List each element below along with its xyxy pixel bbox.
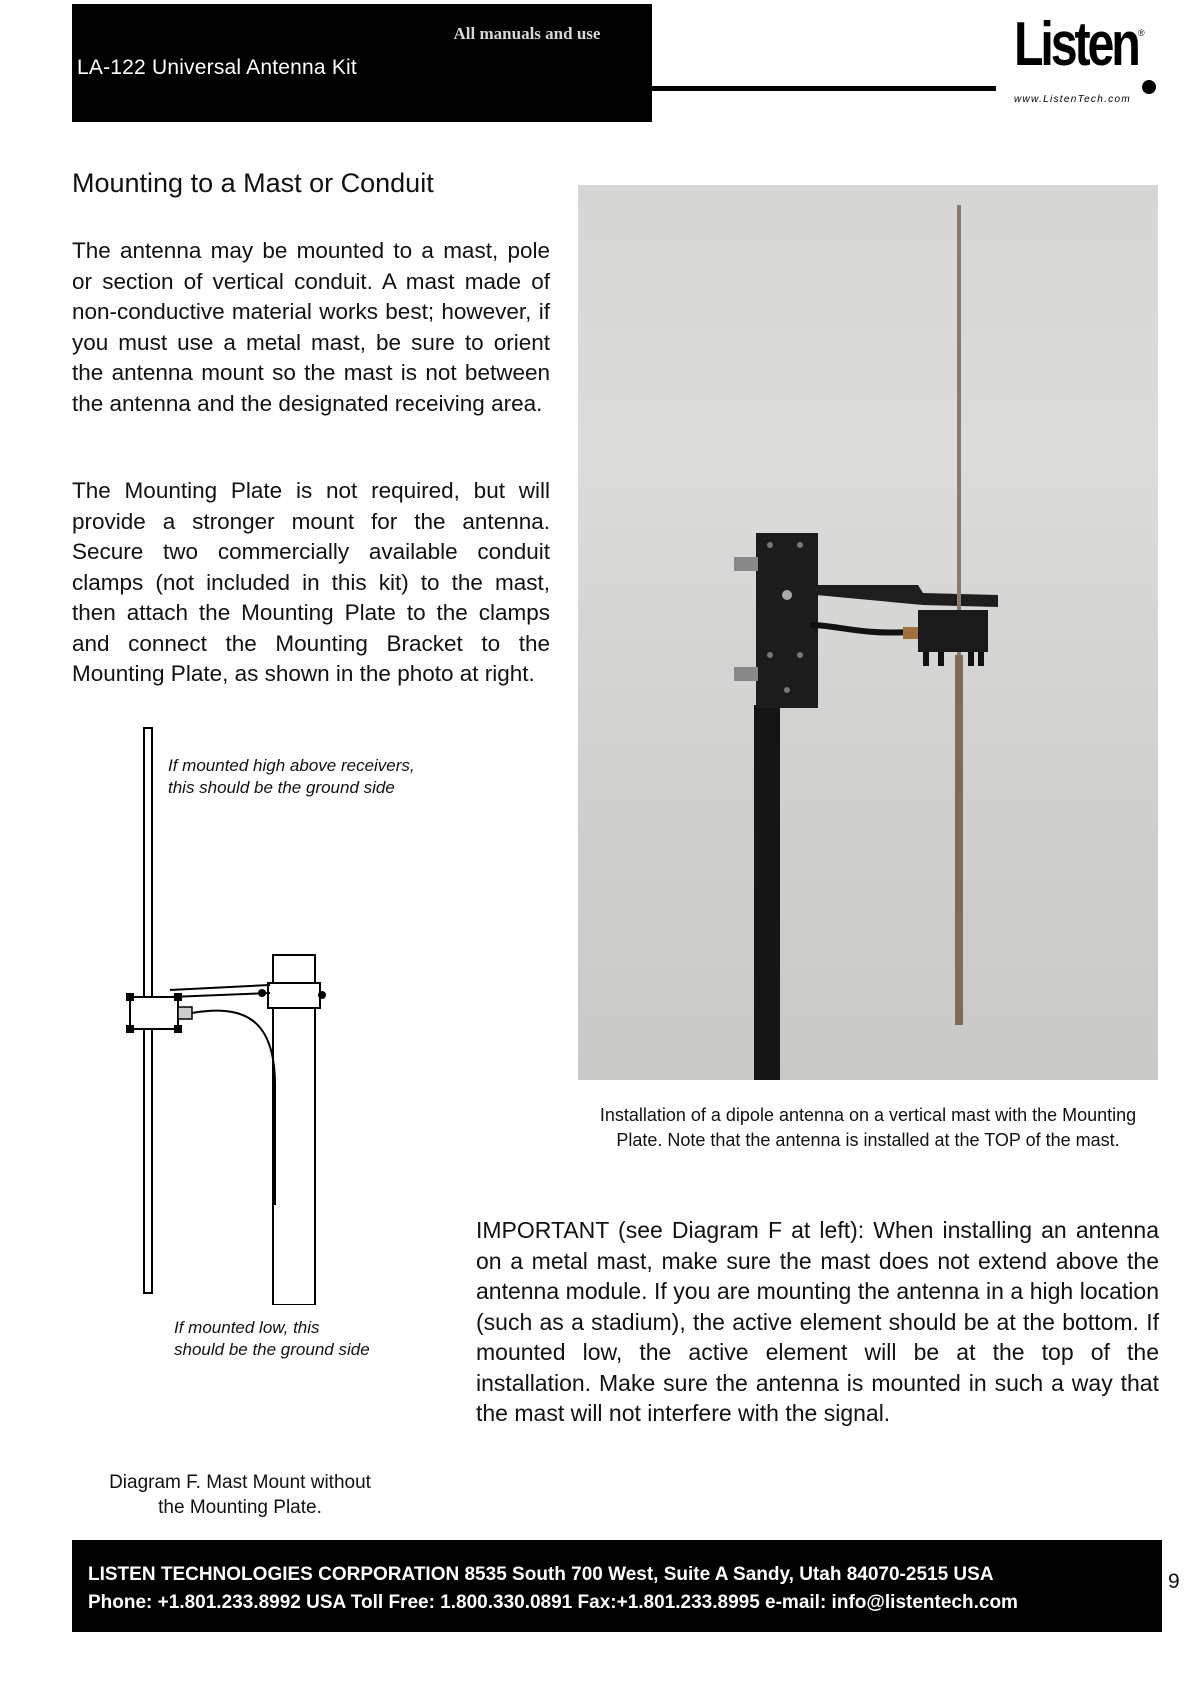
diagram-clamp [268, 983, 320, 1008]
body-paragraph-mast: The antenna may be mounted to a mast, pole or section of vertical conduit. A mast made of non-conductive material works best; however, if you must use a metal mast, be sure to orient the antenna mount so the mast is not between the antenna and the designated receiving area. [72, 238, 550, 416]
section-heading: Mounting to a Mast or Conduit [72, 168, 434, 198]
page-number: 9 [1168, 1570, 1180, 1593]
document-title: LA-122 Universal Antenna Kit [77, 56, 357, 79]
clamp-bolt [734, 667, 758, 681]
diagram-caption-line1: Diagram F. Mast Mount without [109, 1472, 371, 1493]
photo-caption: Installation of a dipole antenna on a vertical mast with the Mounting Plate. Note that the antenna is installed at the TOP of the mast. [599, 1105, 1137, 1150]
header-watermark: All manuals and use [453, 24, 601, 43]
footer-contact: Phone: +1.801.233.8992 USA Toll Free: 1.800.330.0891 Fax:+1.801.233.8995 e-mail: info@listentech.com [88, 1592, 1018, 1613]
listen-logo [1010, 10, 1160, 110]
logo-url: www.ListenTech.com [1014, 94, 1131, 105]
diagram-caption-line2: the Mounting Plate. [158, 1497, 322, 1518]
mounting-plate [756, 533, 818, 708]
logo-dot-icon [1142, 80, 1156, 94]
antenna-cable [810, 625, 913, 633]
registered-mark: ® [1138, 28, 1145, 38]
clamp-bolt [734, 557, 758, 571]
diagram-f-mast-mount [110, 725, 430, 1305]
important-note: IMPORTANT (see Diagram F at left): When installing an antenna on a metal mast, make sure the mast does not extend above the antenna module. If you are mounting the antenna in a high location (such as a stadium), the active element should be at the bottom. If mounted low, the active element will be at the top of the installation. Make sure the antenna is mounted in such a way that the mast will not interfere with the signal. [476, 1217, 1159, 1426]
logo-wordmark: Listen [1014, 10, 1138, 79]
body-paragraph-mounting-plate: The Mounting Plate is not required, but will provide a stronger mount for the antenna. Secure two commercially available conduit clamps (not included in this kit) to the mast, then attach the Mounting Plate to the clamps and connect the Mounting Bracket to the Mounting Plate, as shown in the photo at right. [72, 478, 550, 686]
antenna-photo [578, 185, 1158, 1080]
diagram-cable [192, 1011, 275, 1205]
diagram-caption [80, 1470, 400, 1520]
antenna-photo-illustration [578, 185, 1158, 1080]
footer-address: LISTEN TECHNOLOGIES CORPORATION 8535 South 700 West, Suite A Sandy, Utah 84070-2515 USA [88, 1564, 994, 1585]
header-bar [72, 4, 652, 122]
diagram-antenna-module [130, 997, 178, 1029]
mast-pole [754, 705, 780, 1080]
diagram-note-top: If mounted high above receivers, this should be the ground side [168, 756, 415, 797]
header-rule [652, 86, 996, 91]
mounting-bracket [816, 585, 998, 607]
antenna-module [918, 610, 988, 652]
footer-bar [72, 1540, 1162, 1632]
diagram-note-bottom: If mounted low, this should be the ground side [174, 1318, 370, 1359]
